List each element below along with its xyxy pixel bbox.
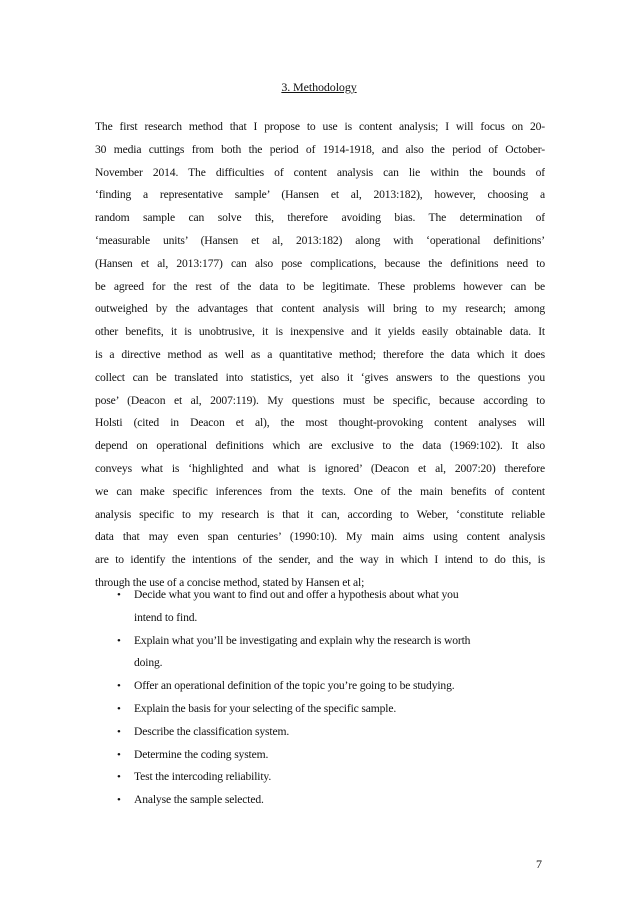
list-item-line: Determine the coding system. bbox=[134, 747, 269, 761]
paragraph-line: we can make specific inferences from the texts. One of the main benefits of content bbox=[95, 484, 545, 498]
paragraph-line: outweighed by the advantages that content analysis will bring to my research; among bbox=[95, 302, 545, 316]
list-item bbox=[95, 584, 545, 630]
list-item-line: Offer an operational definition of the topic you’re going to be studying. bbox=[134, 679, 455, 693]
section-heading: 3. Methodology bbox=[281, 80, 357, 94]
paragraph-line: is a directive method as well as a quantitative method; therefore the data which it does bbox=[95, 347, 545, 361]
paragraph-line: through the use of a concise method, stated by Hansen et al; bbox=[95, 575, 365, 589]
page-number: 7 bbox=[536, 857, 542, 871]
paragraph-line: are to identify the intentions of the sender, and the way in which I intend to do this, is bbox=[95, 553, 545, 567]
paragraph-line: conveys what is ‘highlighted and what is ignored’ (Deacon et al, 2007:20) therefore bbox=[95, 461, 545, 475]
list-item-line: Describe the classification system. bbox=[134, 724, 290, 738]
list-item bbox=[95, 630, 545, 676]
list-item bbox=[95, 789, 545, 812]
list-item-line: Explain the basis for your selecting of the specific sample. bbox=[134, 701, 397, 715]
paragraph-line: ‘measurable units’ (Hansen et al, 2013:182) along with ‘operational definitions’ bbox=[95, 233, 545, 247]
paragraph-line: The first research method that I propose to use is content analysis; I will focus on 20- bbox=[95, 120, 545, 133]
paragraph-line: ‘finding a representative sample’ (Hansen et al, 2013:182), however, choosing a bbox=[95, 188, 545, 202]
bullet-icon: • bbox=[117, 680, 121, 693]
paragraph-line: analysis specific to my research is that it can, according to Weber, ‘constitute reliable bbox=[95, 507, 545, 521]
list-item bbox=[95, 698, 545, 721]
bullet-icon: • bbox=[117, 771, 121, 784]
bullet-icon: • bbox=[117, 748, 121, 761]
list-item-line: doing. bbox=[134, 656, 163, 670]
list-item-line: Analyse the sample selected. bbox=[134, 793, 264, 807]
list-item bbox=[95, 744, 545, 767]
methodology-paragraph bbox=[95, 116, 545, 595]
paragraph-line: 30 media cuttings from both the period of 1914-1918, and also the period of October- bbox=[95, 142, 545, 156]
paragraph-line: depend on operational definitions which are exclusive to the data (1969:102). It also bbox=[95, 439, 545, 453]
paragraph-line: Holsti (cited in Deacon et al), the most thought-provoking content analyses will bbox=[95, 416, 545, 430]
bullet-icon: • bbox=[117, 702, 121, 715]
list-item bbox=[95, 766, 545, 789]
paragraph-line: be agreed for the rest of the data to be legitimate. These problems however can be bbox=[95, 279, 545, 293]
list-item-line: Test the intercoding reliability. bbox=[134, 770, 272, 784]
method-steps-list bbox=[95, 584, 545, 812]
list-item-line: Decide what you want to find out and offer a hypothesis about what you bbox=[134, 588, 459, 601]
paragraph-line: data that may even span centuries’ (1990:10). My main aims using content analysis bbox=[95, 530, 545, 544]
bullet-icon: • bbox=[117, 589, 121, 601]
paragraph-line: November 2014. The difficulties of content analysis can lie within the bounds of bbox=[95, 165, 545, 179]
paragraph-line: collect can be translated into statistics, yet also it ‘gives answers to the questions you bbox=[95, 370, 545, 384]
paragraph-line: other benefits, it is unobtrusive, it is inexpensive and it yields easily obtainable data. It bbox=[95, 325, 545, 339]
paragraph-line: random sample can solve this, therefore avoiding bias. The determination of bbox=[95, 211, 545, 225]
paragraph-line: pose’ (Deacon et al, 2007:119). My questions must be specific, because according to bbox=[95, 393, 545, 407]
list-item-line: Explain what you’ll be investigating and explain why the research is worth bbox=[134, 633, 471, 647]
list-item bbox=[95, 675, 545, 698]
paragraph-line: (Hansen et al, 2013:177) can also pose complications, because the definitions need to bbox=[95, 256, 545, 270]
bullet-icon: • bbox=[117, 725, 121, 738]
list-item bbox=[95, 721, 545, 744]
bullet-icon: • bbox=[117, 794, 121, 807]
list-item-line: intend to find. bbox=[134, 610, 198, 624]
bullet-icon: • bbox=[117, 634, 121, 647]
